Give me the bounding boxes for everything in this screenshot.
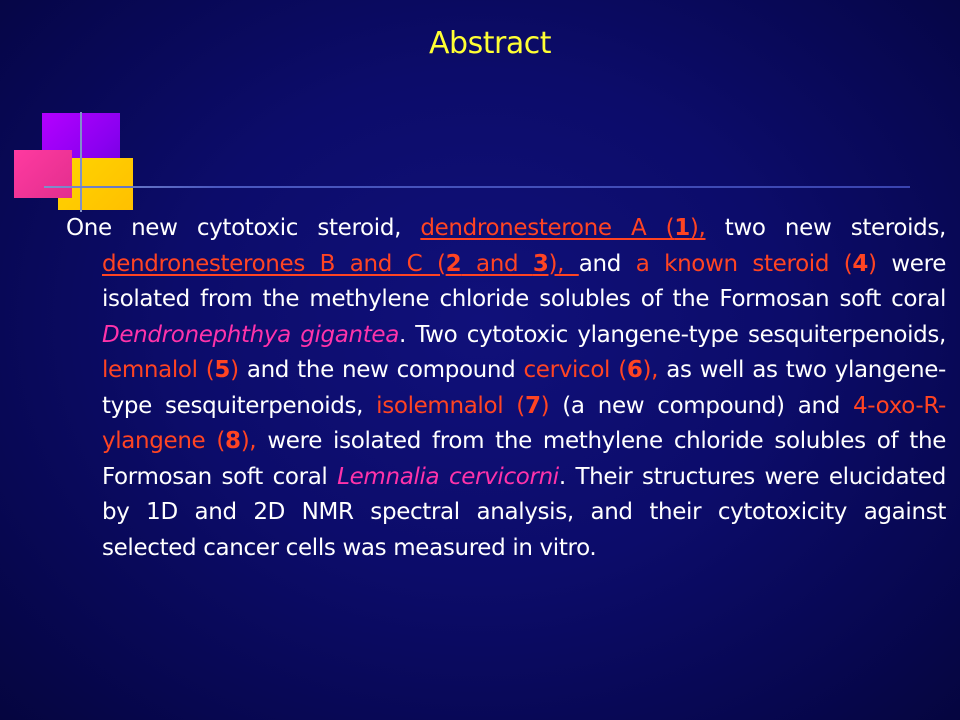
species-dendronephthya: Dendronephthya gigantea [102,321,399,348]
compound-8-name: 4-oxo-R-ylangene ( [102,392,946,454]
compound-1-name: dendronesterone A ( [420,215,675,241]
yellow-square [58,158,133,210]
compound-7-name: isolemnalol ( [376,392,525,419]
compound-4-name: a known steroid ( [635,250,853,277]
compound-6 [524,357,659,383]
abstract-text: and [578,250,636,277]
abstract-text: as well as two ylangene-type sesquiterpenoids, [102,357,946,419]
compound-7-close: ) [540,392,550,419]
horizontal-rule [44,186,910,188]
compound-1-close: ), [689,215,706,241]
compound-5-close: ) [230,357,239,383]
compound-1-link[interactable] [420,215,705,241]
compound-2-3-name: dendronesterones B and C ( [102,250,446,277]
compound-1-number: 1 [674,215,690,241]
compound-8-close: ), [240,428,257,454]
compound-5-number: 5 [214,357,231,383]
compound-6-number: 6 [626,357,643,383]
compound-2-3-link[interactable] [102,251,579,277]
compound-6-close: ), [642,357,659,383]
purple-square [42,113,120,191]
vertical-rule [80,112,82,212]
compound-7-number: 7 [524,392,541,419]
compound-2-3-and: and [461,250,533,277]
compound-8-number: 8 [225,428,241,454]
abstract-text: were isolated from the methylene chloride solubles of the Formosan soft coral [102,250,947,312]
abstract-text: two new steroids, [705,215,947,241]
abstract-text: and the new compound [238,357,524,383]
abstract-text: (a new compound) and [549,392,854,419]
species-lemnalia: Lemnalia cervicorni [337,463,559,490]
compound-3-number: 3 [532,250,549,277]
pink-square [14,150,72,198]
compound-5-name: lemnalol ( [102,357,215,383]
compound-4 [636,251,877,277]
compound-6-name: cervicol ( [523,357,627,383]
compound-4-number: 4 [852,250,869,277]
abstract-text: were isolated from the methylene chloride solubles of the Formosan soft coral [102,428,946,490]
compound-4-close: ) [868,250,877,277]
compound-2-number: 2 [445,250,462,277]
abstract-paragraph [66,211,946,566]
slide-title: Abstract [429,26,551,61]
abstract-text: . Their structures were elucidated by 1D and 2D NMR spectral analysis, and their cytotoxicity against selected cancer cells was measured in vitro. [102,463,946,561]
compound-2-3-close: ), [548,250,579,277]
compound-5 [102,357,239,383]
abstract-text: . Two cytotoxic ylangene-type sesquiterpenoids, [398,321,946,348]
abstract-text: One new cytotoxic steroid, [66,215,421,241]
compound-7 [376,393,549,419]
